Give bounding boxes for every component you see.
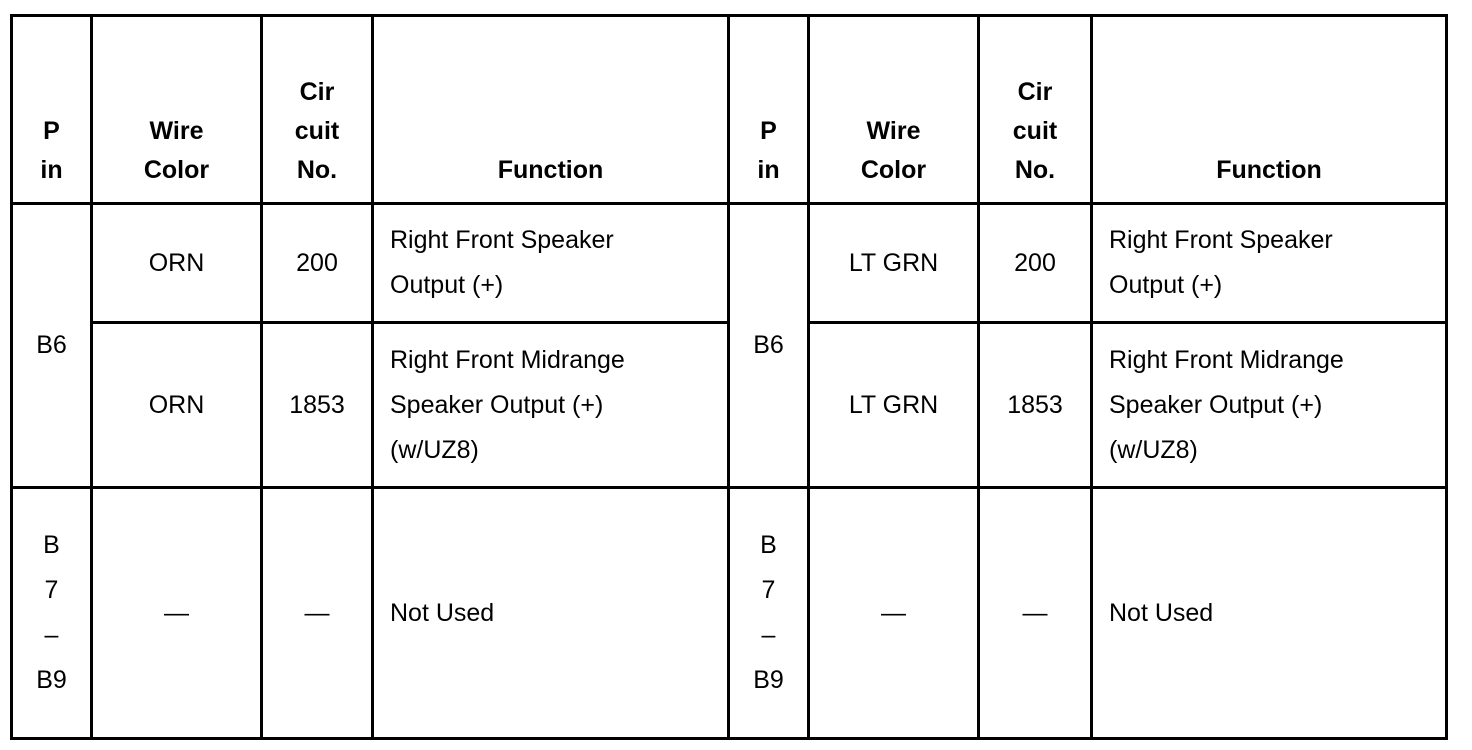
header-wire-color <box>92 16 262 204</box>
wire-color-cell: ORN <box>92 204 262 323</box>
wire-color-cell: LT GRN <box>809 204 979 323</box>
pin-line: B9 <box>36 666 67 694</box>
pin-cell-b7-b9-left <box>12 488 92 739</box>
header-circuit-line2: cuit <box>294 117 340 145</box>
header-wire-line2: Color <box>143 156 210 184</box>
function-cell: Not Used <box>373 488 729 739</box>
header-pin-right-line1: P <box>760 117 777 145</box>
function-line: (w/UZ8) <box>1109 435 1198 464</box>
header-circuit-right-line1: Cir <box>1017 78 1053 106</box>
circuit-cell: — <box>262 488 373 739</box>
wire-color-cell: LT GRN <box>809 323 979 488</box>
function-line: Output (+) <box>1109 271 1223 299</box>
function-cell <box>373 204 729 323</box>
circuit-cell: 1853 <box>262 323 373 488</box>
pin-line: – <box>44 621 59 649</box>
wire-color-cell: — <box>809 488 979 739</box>
header-circuit-line3: No. <box>296 156 338 184</box>
header-pin <box>12 16 92 204</box>
header-row <box>12 16 1447 204</box>
function-line: Right Front Midrange <box>1109 345 1344 374</box>
function-cell <box>1092 323 1447 488</box>
header-wire-line1: Wire <box>149 117 204 145</box>
header-pin-right-line2: in <box>757 156 780 184</box>
header-wire-right-line2: Color <box>860 156 927 184</box>
function-cell: Not Used <box>1092 488 1447 739</box>
pin-line: – <box>761 621 776 649</box>
header-circuit-right-line2: cuit <box>1012 117 1058 145</box>
function-line: Output (+) <box>390 271 504 299</box>
connector-table-wrapper <box>10 14 1448 740</box>
circuit-cell: 1853 <box>979 323 1092 488</box>
pin-cell-b6-right: B6 <box>729 204 809 488</box>
header-wire-right-line1: Wire <box>866 117 921 145</box>
pin-cell-b7-b9-right <box>729 488 809 739</box>
pin-line: B <box>760 531 777 559</box>
circuit-cell: 200 <box>979 204 1092 323</box>
function-cell <box>1092 204 1447 323</box>
function-line: Speaker Output (+) <box>390 390 604 419</box>
table-row <box>12 488 1447 739</box>
header-pin-right <box>729 16 809 204</box>
function-line: (w/UZ8) <box>390 435 479 464</box>
header-circuit-no <box>262 16 373 204</box>
circuit-cell: — <box>979 488 1092 739</box>
pin-line: B9 <box>753 666 784 694</box>
header-pin-line2: in <box>40 156 63 184</box>
connector-pinout-table <box>10 14 1448 740</box>
table-row <box>12 204 1447 323</box>
pin-line: 7 <box>44 576 59 604</box>
header-function: Function <box>373 16 729 204</box>
function-line: Right Front Speaker <box>1109 226 1333 254</box>
header-function-right: Function <box>1092 16 1447 204</box>
wire-color-cell: — <box>92 488 262 739</box>
function-line: Right Front Speaker <box>390 226 614 254</box>
function-line: Speaker Output (+) <box>1109 390 1323 419</box>
header-pin-line1: P <box>43 117 60 145</box>
wire-color-cell: ORN <box>92 323 262 488</box>
header-circuit-no-right <box>979 16 1092 204</box>
header-circuit-right-line3: No. <box>1014 156 1056 184</box>
function-cell <box>373 323 729 488</box>
circuit-cell: 200 <box>262 204 373 323</box>
pin-cell-b6-left: B6 <box>12 204 92 488</box>
pin-line: B <box>43 531 60 559</box>
header-circuit-line1: Cir <box>299 78 335 106</box>
pin-line: 7 <box>761 576 776 604</box>
header-wire-color-right <box>809 16 979 204</box>
function-line: Right Front Midrange <box>390 345 625 374</box>
